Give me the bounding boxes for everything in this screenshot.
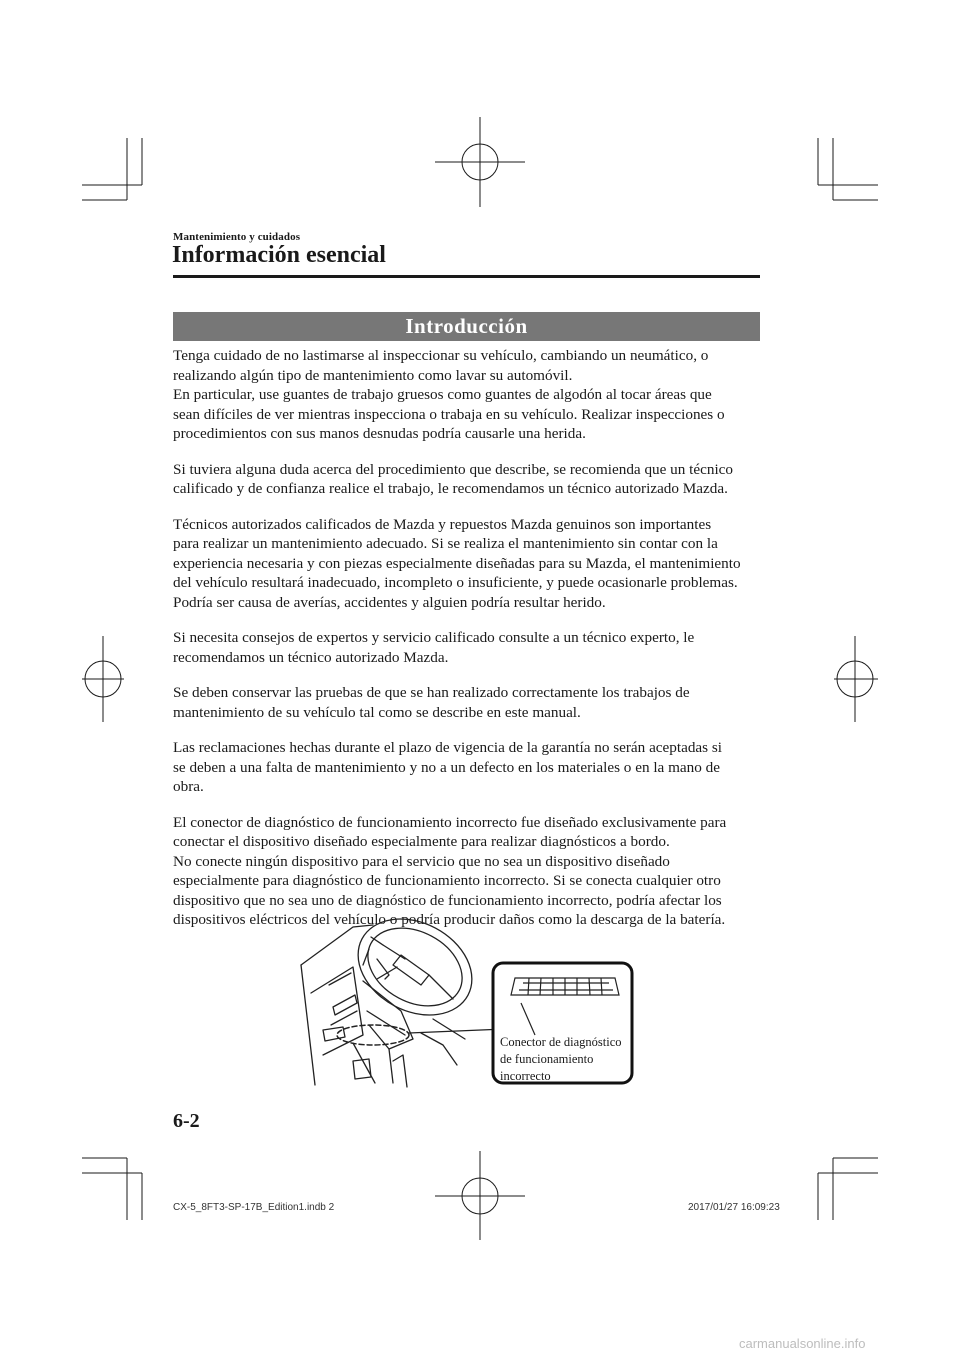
text-line: para realizar un mantenimiento adecuado. Si se realiza el mantenimiento sin contar con la [173,535,718,552]
paragraph [173,683,763,722]
watermark: carmanualsonline.info [739,1336,866,1351]
text-line: Podría ser causa de averías, accidentes y alguien podría resultar herido. [173,593,606,611]
text-line: obra. [173,778,204,795]
paragraph [173,813,763,930]
text-line: El conector de diagnóstico de funcionamiento incorrecto fue diseñado exclusivamente para [173,813,727,831]
text-line: dispositivos eléctricos del vehículo o podría producir daños como la descarga de la batería. [173,911,726,928]
text-line: procedimientos con sus manos desnudas podría causarle una herida. [173,425,586,442]
text-line: se deben a una falta de mantenimiento y no a un defecto en los materiales o en la mano de [173,758,720,776]
page-title: Información esencial [172,242,386,268]
text-line: Se deben conservar las pruebas de que se han realizado correctamente los trabajos de [173,684,690,701]
text-line: especialmente para diagnóstico de funcionamiento incorrecto. Si se conecta cualquier otro [173,872,721,889]
paragraph [173,738,763,797]
callout-line: incorrecto [500,1069,551,1083]
callout-line: Conector de diagnóstico [500,1035,622,1049]
footer-timestamp: 2017/01/27 16:09:23 [688,1202,780,1213]
text-line: Si tuviera alguna duda acerca del procedimiento que describe, se recomienda que un técnico [173,460,734,478]
text-line: recomendamos un técnico autorizado Mazda. [173,648,449,666]
callout-line: de funcionamiento [500,1052,594,1066]
paragraph [173,628,763,667]
text-line: Técnicos autorizados calificados de Mazda y repuestos Mazda genuinos son importantes [173,515,712,533]
paragraph [173,515,763,613]
text-line: No conecte ningún dispositivo para el servicio que no sea un dispositivo diseñado [173,852,670,870]
text-line: Las reclamaciones hechas durante el plazo de vigencia de la garantía no serán aceptadas si [173,739,723,756]
title-rule [173,275,760,278]
text-line: calificado y de confianza realice el trabajo, le recomendamos un técnico autorizado Mazda. [173,480,728,497]
text-line: dispositivo que no sea uno de diagnóstico de funcionamiento incorrecto, podría afectar los [173,891,722,909]
text-line: mantenimiento de su vehículo tal como se describe en este manual. [173,703,581,721]
section-heading-band: Introducción [173,312,760,341]
callout-label [500,1034,622,1085]
section-label: Mantenimiento y cuidados [173,231,301,243]
paragraph [173,460,763,499]
text-line: realizando algún tipo de mantenimiento como lavar su automóvil. [173,366,573,384]
text-line: sean difíciles de ver mientras inspecciona o trabaja en su vehículo. Realizar inspecciones o [173,405,725,423]
paragraph [173,346,763,444]
text-line: Si necesita consejos de expertos y servicio calificado consulte a un técnico experto, le [173,629,695,646]
text-line: En particular, use guantes de trabajo gruesos como guantes de algodón al tocar áreas que [173,386,712,403]
page-number: 6-2 [173,1110,200,1132]
text-line: del vehículo resultará inadecuado, incompleto o insuficiente, y puede ocasionarle problemas. [173,574,738,591]
text-line: conectar el dispositivo diseñado especialmente para realizar diagnósticos a bordo. [173,833,670,850]
text-line: Tenga cuidado de no lastimarse al inspeccionar su vehículo, cambiando un neumático, o [173,347,709,364]
footer-file-name: CX-5_8FT3-SP-17B_Edition1.indb 2 [173,1202,335,1213]
body-text [173,346,763,946]
text-line: experiencia necesaria y con piezas especialmente diseñadas para su Mazda, el mantenimiento [173,554,741,572]
